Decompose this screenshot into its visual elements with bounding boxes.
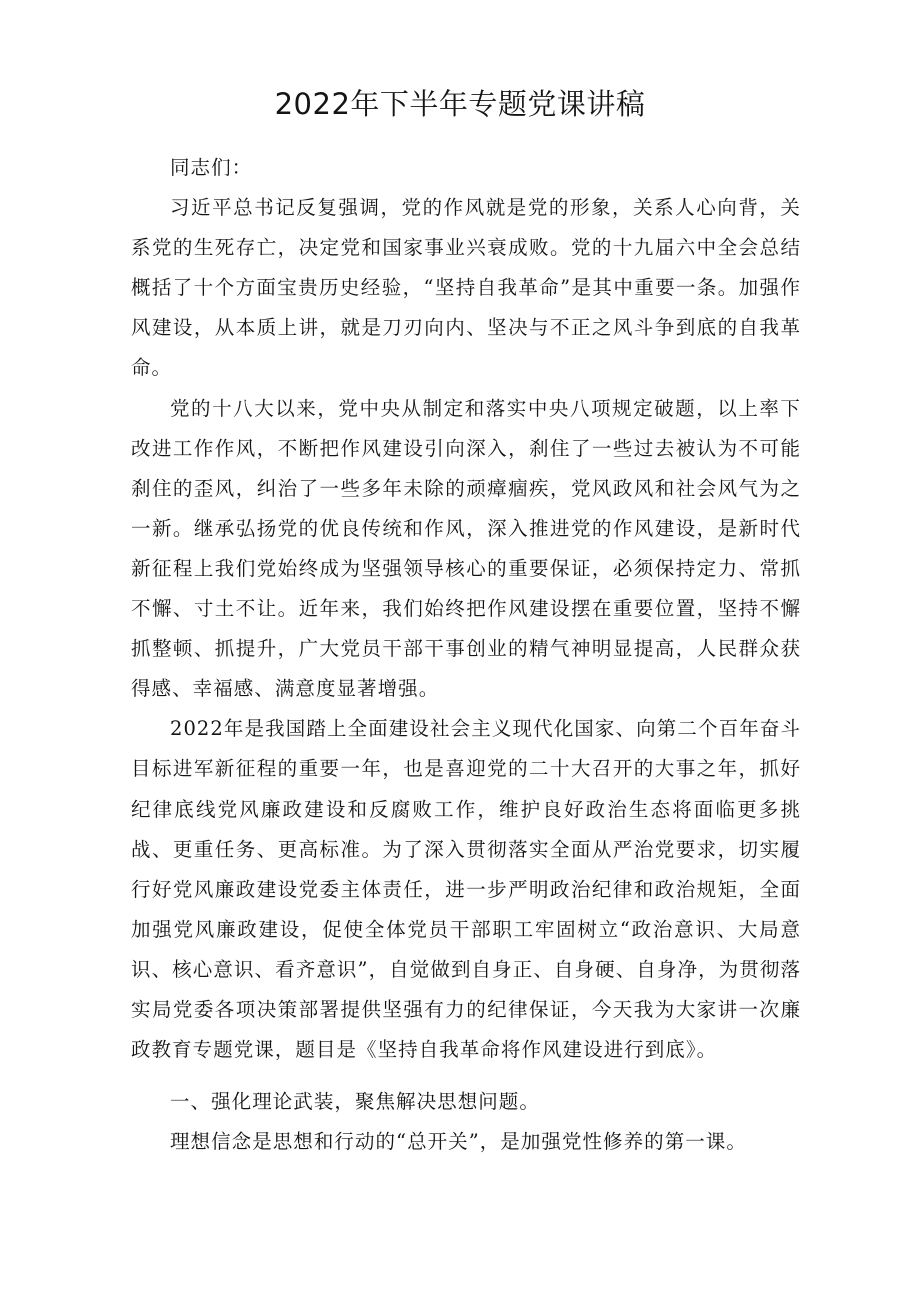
salutation: 同志们：: [170, 156, 253, 179]
document-body: [131, 148, 801, 1162]
body-paragraph-3: 2022年是我国踏上全面建设社会主义现代化国家、向第二个百年奋斗目标进军新征程的重要一年，也是喜迎党的二十大召开的大事之年，抓好纪律底线党风廉政建设和反腐败工作，维护良好政治生态将面临更多挑战、更重任务、更高标准。为了深入贯彻落实全面从严治党要求，切实履行好党风廉政建设党委主体责任，进一步严明政治纪律和政治规矩，全面加强党风廉政建设，促使全体党员干部职工牢固树立“政治意识、大局意识、核心意识、看齐意识”，自觉做到自身正、自身硬、自身净，为贯彻落实局党委各项决策部署提供坚强有力的纪律保证，今天我为大家讲一次廉政教育专题党课，题目是《坚持自我革命将作风建设进行到底》。: [131, 717, 801, 1062]
document-title: 2022年下半年专题党课讲稿: [274, 87, 646, 121]
body-paragraph-1: 习近平总书记反复强调，党的作风就是党的形象，关系人心向背，关系党的生死存亡，决定党和国家事业兴衰成败。党的十九届六中全会总结概括了十个方面宝贵历史经验，“坚持自我革命”是其中重要一条。加强作风建设，从本质上讲，就是刀刃向内、坚决与不正之风斗争到底的自我革命。: [131, 196, 801, 380]
body-paragraph-2: 党的十八大以来，党中央从制定和落实中央八项规定破题，以上率下改进工作作风，不断把作风建设引向深入，刹住了一些过去被认为不可能刹住的歪风，纠治了一些多年未除的顽瘴痼疾，党风政风和社会风气为之一新。继承弘扬党的优良传统和作风，深入推进党的作风建设，是新时代新征程上我们党始终成为坚强领导核心的重要保证，必须保持定力、常抓不懈、寸土不让。近年来，我们始终把作风建设摆在重要位置，坚持不懈抓整顿、抓提升，广大党员干部干事创业的精气神明显提高，人民群众获得感、幸福感、满意度显著增强。: [131, 396, 801, 701]
body-paragraph-4: 理想信念是思想和行动的“总开关”，是加强党性修养的第一课。: [170, 1130, 747, 1154]
section-heading: 一、强化理论武装，聚焦解决思想问题。: [170, 1090, 540, 1114]
